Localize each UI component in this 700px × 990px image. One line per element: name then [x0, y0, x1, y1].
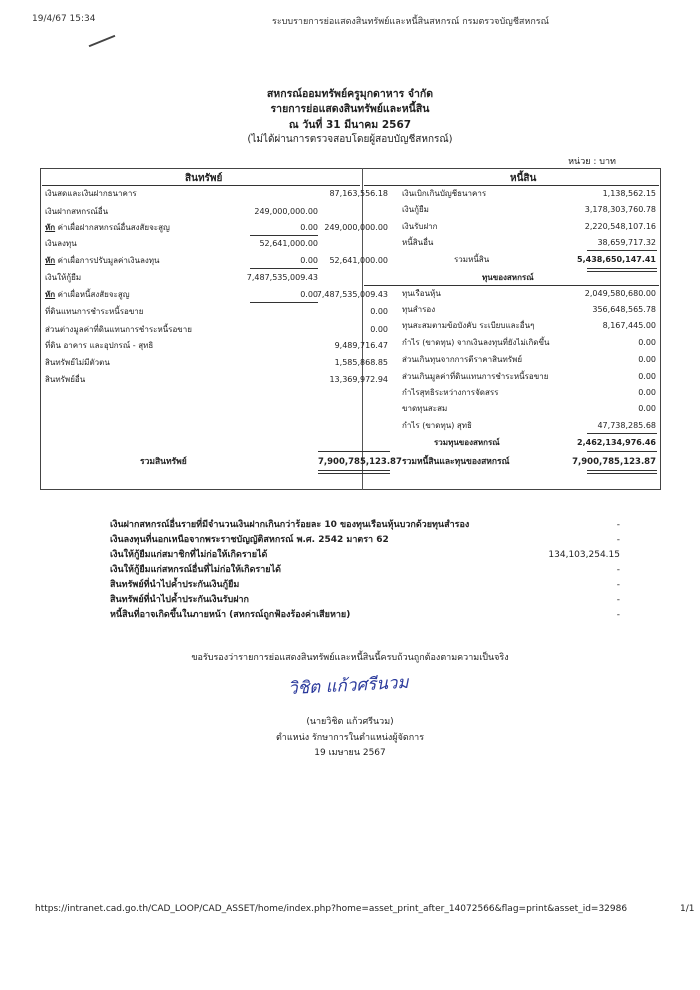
- equity-label: ขาดทุนสะสม: [402, 404, 448, 413]
- liability-value: 3,178,303,760.78: [584, 205, 656, 214]
- equity-value: 8,167,445.00: [602, 321, 656, 330]
- pen-mark: [89, 35, 116, 47]
- note-item: [110, 593, 630, 608]
- grand-total-value: 7,900,785,123.87: [572, 457, 656, 467]
- signer-name: (นายวิชิต แก้วศรีนวม): [306, 717, 394, 727]
- asset-total: 0.00: [370, 307, 388, 316]
- liability-value: 1,138,562.15: [602, 189, 656, 198]
- assets-heading-rule: [42, 185, 360, 186]
- asset-label: ค่าเผื่อหนี้สงสัยจะสูญ: [57, 290, 130, 299]
- equity-value: 0.00: [638, 372, 656, 381]
- liability-label: เงินรับฝาก: [402, 222, 438, 231]
- asset-sub: 7,487,535,009.43: [246, 273, 318, 282]
- liabilities-heading-rule: [364, 185, 659, 186]
- note-item: [110, 518, 630, 533]
- less-prefix: หัก: [45, 223, 56, 232]
- liability-label: หนี้สินอื่น: [402, 238, 434, 247]
- liability-value: 2,220,548,107.16: [584, 222, 656, 231]
- note-label: สินทรัพย์ที่นำไปค้ำประกันเงินกู้ยืม: [110, 580, 240, 590]
- equity-label: ทุนสำรอง: [402, 305, 436, 314]
- less-prefix: หัก: [45, 290, 56, 299]
- liability-label: เงินกู้ยืม: [402, 205, 429, 214]
- equity-table: [402, 288, 658, 438]
- note-value: -: [616, 610, 620, 620]
- doc-title: รายการย่อแสดงสินทรัพย์และหนี้สิน: [270, 103, 430, 115]
- equity-label: ทุนสะสมตามข้อบังคับ ระเบียบและอื่นๆ: [402, 321, 535, 330]
- asset-label: เงินให้กู้ยืม: [45, 273, 82, 282]
- asset-label: ค่าเผื่อการปรับมูลค่าเงินลงทุน: [57, 256, 160, 265]
- asset-sub: 0.00: [300, 256, 318, 265]
- less-prefix: หัก: [45, 256, 56, 265]
- assets-heading: สินทรัพย์: [185, 173, 223, 184]
- asset-total: 249,000,000.00: [324, 223, 388, 232]
- asset-label: เงินลงทุน: [45, 239, 77, 248]
- asset-total: 0.00: [370, 325, 388, 334]
- note-label: สินทรัพย์ที่นำไปค้ำประกันเงินรับฝาก: [110, 595, 249, 605]
- note-label: เงินฝากสหกรณ์อื่นรายที่มีจำนวนเงินฝากเกินกว่าร้อยละ 10 ของทุนเรือนหุ้นบวกด้วยทุนสำรอง: [110, 520, 470, 530]
- liability-value: 38,659,717.32: [597, 238, 656, 247]
- asset-label: ที่ดินแทนการชำระหนี้รอขาย: [45, 307, 144, 316]
- note-value: -: [616, 595, 620, 605]
- assets-total-value: 7,900,785,123.87: [318, 457, 402, 467]
- note-item: [110, 608, 630, 623]
- asset-sub: 0.00: [300, 223, 318, 232]
- asset-label: เงินฝากสหกรณ์อื่น: [45, 207, 109, 216]
- grand-total-label: รวมหนี้สินและทุนของสหกรณ์: [402, 457, 510, 467]
- asset-sub: 249,000,000.00: [254, 207, 318, 216]
- assets-table: [45, 188, 390, 388]
- assets-total-double-rule: [318, 470, 390, 474]
- sub-rule: [250, 235, 318, 236]
- asset-total: 87,163,556.18: [329, 189, 388, 198]
- equity-label: กำไร (ขาดทุน) จากเงินลงทุนที่ยังไม่เกิดขึ้น: [402, 338, 550, 347]
- equity-value: 0.00: [638, 355, 656, 364]
- asset-label: สินทรัพย์ไม่มีตัวตน: [45, 358, 110, 367]
- asset-total: 1,585,868.85: [334, 358, 388, 367]
- liability-label: เงินเบิกเกินบัญชีธนาคาร: [402, 189, 487, 198]
- note-value: -: [616, 535, 620, 545]
- asset-label: ส่วนต่างมูลค่าที่ดินแทนการชำระหนี้รอขาย: [45, 325, 192, 334]
- grand-total-rule: [587, 451, 657, 452]
- equity-value: 356,648,565.78: [592, 305, 656, 314]
- equity-heading: ทุนของสหกรณ์: [482, 273, 534, 282]
- print-url: https://intranet.cad.go.th/CAD_LOOP/CAD_ASSET/home/index.php?home=asset_print_after_14072566&flag=print&asset_id=32986: [35, 904, 628, 914]
- equity-value: 0.00: [638, 388, 656, 397]
- note-label: เงินให้กู้ยืมแก่สมาชิกที่ไม่ก่อให้เกิดรายได้: [110, 550, 268, 560]
- liabilities-total-double-rule: [587, 268, 657, 272]
- note-value: -: [616, 580, 620, 590]
- equity-total-label: รวมทุนของสหกรณ์: [434, 438, 500, 447]
- asset-label: สินทรัพย์อื่น: [45, 375, 86, 384]
- system-title: ระบบรายการย่อแสดงสินทรัพย์และหนี้สินสหกรณ์ กรมตรวจบัญชีสหกรณ์: [272, 17, 549, 27]
- note-value: 134,103,254.15: [548, 550, 620, 560]
- asset-label: ค่าเผื่อฝากสหกรณ์อื่นสงสัยจะสูญ: [57, 223, 170, 232]
- liabilities-total-rule: [587, 250, 657, 251]
- asset-label: ที่ดิน อาคาร และอุปกรณ์ - สุทธิ: [45, 341, 154, 350]
- asset-total: 13,369,972.94: [329, 375, 388, 384]
- equity-label: กำไร (ขาดทุน) สุทธิ: [402, 421, 472, 430]
- sub-rule: [250, 268, 318, 269]
- liabilities-heading: หนี้สิน: [510, 173, 537, 184]
- note-item: [110, 578, 630, 593]
- equity-label: ส่วนเกินทุนจากการตีราคาสินทรัพย์: [402, 355, 522, 364]
- equity-total-rule: [587, 433, 657, 434]
- asset-total: 52,641,000.00: [329, 256, 388, 265]
- grand-total-double-rule: [587, 470, 657, 474]
- liabilities-total-label: รวมหนี้สิน: [454, 255, 490, 264]
- note-label: หนี้สินที่อาจเกิดขึ้นในภายหน้า (สหกรณ์ถูกฟ้องร้องค่าเสียหาย): [110, 610, 351, 620]
- equity-value: 2,049,580,680.00: [584, 289, 656, 298]
- liabilities-total-value: 5,438,650,147.41: [577, 255, 656, 264]
- signer-position: ตำแหน่ง รักษาการในตำแหน่งผู้จัดการ: [275, 733, 425, 743]
- note-item: [110, 563, 630, 578]
- assets-total-rule: [318, 451, 390, 452]
- asset-sub: 52,641,000.00: [259, 239, 318, 248]
- note-item: [110, 548, 630, 563]
- equity-heading-rule: [364, 285, 659, 286]
- equity-value: 47,738,285.68: [597, 421, 656, 430]
- page-number: 1/1: [680, 904, 695, 914]
- signature: วิชิต แก้วศรีนวม: [287, 672, 410, 700]
- asset-total: 9,489,716.47: [334, 341, 388, 350]
- note-label: เงินให้กู้ยืมแก่สหกรณ์อื่นที่ไม่ก่อให้เกิดรายได้: [110, 565, 281, 575]
- sub-rule: [250, 302, 318, 303]
- equity-label: กำไรสุทธิระหว่างการจัดสรร: [402, 388, 499, 397]
- asset-label: เงินสดและเงินฝากธนาคาร: [45, 189, 137, 198]
- equity-total-value: 2,462,134,976.46: [577, 438, 656, 447]
- unit-label: หน่วย : บาท: [568, 157, 616, 167]
- equity-value: 0.00: [638, 338, 656, 347]
- note-item: [110, 533, 630, 548]
- equity-label: ทุนเรือนหุ้น: [402, 289, 441, 298]
- certification-date: 19 เมษายน 2567: [314, 748, 386, 758]
- equity-label: ส่วนเกินมูลค่าที่ดินแทนการชำระหนี้รอขาย: [402, 372, 549, 381]
- certification-statement: ขอรับรองว่ารายการย่อแสดงสินทรัพย์และหนี้สินนี้ครบถ้วนถูกต้องตามความเป็นจริง: [191, 653, 509, 663]
- notes-list: [110, 518, 630, 623]
- assets-total-label: รวมสินทรัพย์: [140, 457, 187, 467]
- audit-note: (ไม่ได้ผ่านการตรวจสอบโดยผู้สอบบัญชีสหกรณ์): [247, 134, 453, 145]
- org-name: สหกรณ์ออมทรัพย์ครูมุกดาหาร จำกัด: [266, 88, 434, 100]
- equity-value: 0.00: [638, 404, 656, 413]
- print-datetime: 19/4/67 15:34: [32, 14, 96, 24]
- asset-sub: 0.00: [300, 290, 318, 299]
- note-value: -: [616, 565, 620, 575]
- asset-total: 7,487,535,009.43: [316, 290, 388, 299]
- doc-date: ณ วันที่ 31 มีนาคม 2567: [288, 119, 412, 131]
- note-value: -: [616, 520, 620, 530]
- note-label: เงินลงทุนที่นอกเหนือจากพระราชบัญญัติสหกรณ์ พ.ศ. 2542 มาตรา 62: [110, 535, 389, 545]
